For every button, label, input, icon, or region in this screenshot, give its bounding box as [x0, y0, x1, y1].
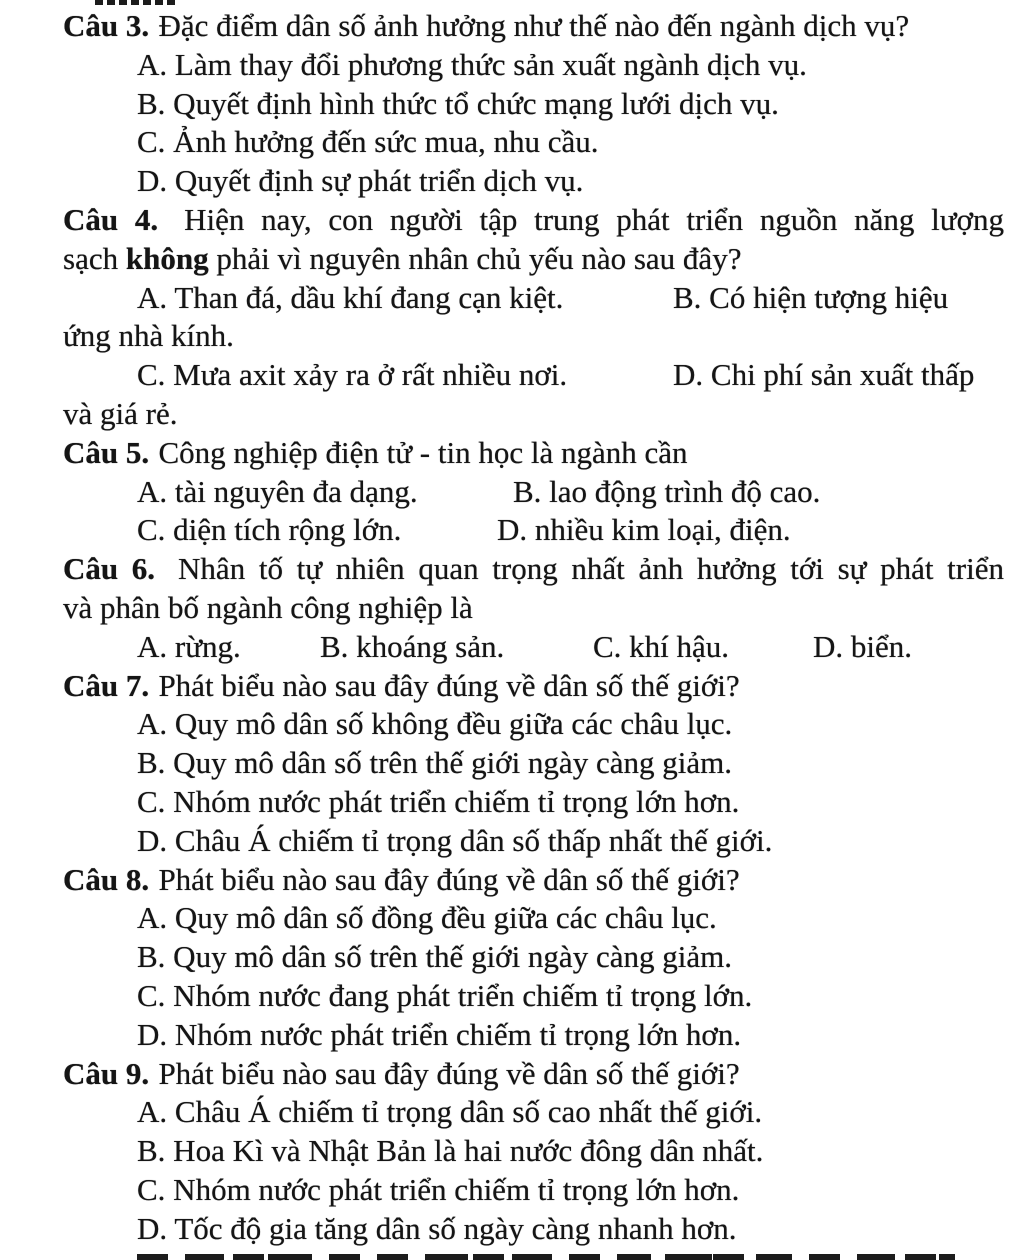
- question-5-text: Công nghiệp điện tử - tin học là ngành cần: [158, 434, 688, 470]
- question-4-options-cd: [137, 356, 1004, 395]
- question-8: [63, 861, 1004, 1055]
- question-3-option-c: C. Ảnh hưởng đến sức mua, nhu cầu.: [137, 124, 599, 160]
- question-4-heading-line2: [63, 240, 1004, 279]
- question-7-option-d: D. Châu Á chiếm tỉ trọng dân số thấp nhất thế giới.: [137, 822, 773, 858]
- question-7-option-b: B. Quy mô dân số trên thế giới ngày càng giảm.: [137, 745, 732, 781]
- question-7-number: Câu 7.: [63, 667, 150, 703]
- question-4-heading-line1: [63, 201, 1004, 240]
- question-4-option-b-continuation: ứng nhà kính.: [63, 318, 234, 354]
- question-4-bold-word: không: [125, 240, 209, 276]
- question-6-option-b: B. khoáng sản.: [320, 628, 505, 664]
- question-4-text-pre: sạch: [63, 240, 126, 276]
- question-6-number: Câu 6.: [63, 551, 156, 587]
- question-7-heading: [63, 667, 1004, 706]
- question-3: [63, 7, 1004, 201]
- question-6-text-line1: Nhân tố tự nhiên quan trọng nhất ảnh hưởng tới sự phát triển: [178, 551, 1004, 587]
- question-5-option-b: B. lao động trình độ cao.: [513, 473, 821, 509]
- question-8-option-d: D. Nhóm nước phát triển chiếm tỉ trọng lớn hơn.: [137, 1016, 742, 1052]
- question-5-option-a: A. tài nguyên đa dạng.: [137, 473, 418, 509]
- question-8-option-b: B. Quy mô dân số trên thế giới ngày càng giảm.: [137, 939, 732, 975]
- question-8-option-a: A. Quy mô dân số đồng đều giữa các châu lục.: [137, 900, 717, 936]
- question-3-option-d: D. Quyết định sự phát triển dịch vụ.: [137, 163, 584, 199]
- question-6-option-a: A. rừng.: [137, 628, 241, 664]
- question-9-option-d: D. Tốc độ gia tăng dân số ngày càng nhanh hơn.: [137, 1210, 737, 1246]
- question-6-option-d: D. biển.: [813, 628, 913, 664]
- question-5-number: Câu 5.: [63, 434, 150, 470]
- top-cut-text-fragment: [95, 0, 175, 5]
- question-8-number: Câu 8.: [63, 861, 150, 897]
- question-7-option-c: C. Nhóm nước phát triển chiếm tỉ trọng lớn hơn.: [137, 783, 740, 819]
- question-8-option-c: C. Nhóm nước đang phát triển chiếm tỉ trọng lớn.: [137, 977, 753, 1013]
- question-6-heading-line1: [63, 550, 1004, 589]
- question-9-heading: [63, 1055, 1004, 1094]
- question-6-option-c: C. khí hậu.: [593, 628, 730, 664]
- question-4-text-post: phải vì nguyên nhân chủ yếu nào sau đây?: [208, 240, 742, 276]
- question-9-option-b: B. Hoa Kì và Nhật Bản là hai nước đông dân nhất.: [137, 1133, 764, 1169]
- question-6-options-row: [137, 628, 1004, 667]
- question-5-options-ab: [137, 473, 1004, 512]
- question-4-text-line1: Hiện nay, con người tập trung phát triển nguồn năng lượng: [184, 201, 1004, 237]
- question-7-text: Phát biểu nào sau đây đúng về dân số thế giới?: [158, 667, 740, 703]
- question-4-option-c: C. Mưa axit xảy ra ở rất nhiều nơi.: [137, 357, 568, 393]
- question-6-heading-line2: và phân bố ngành công nghiệp là: [63, 589, 473, 625]
- question-3-option-b: B. Quyết định hình thức tổ chức mạng lưới dịch vụ.: [137, 85, 779, 121]
- question-9-option-c: C. Nhóm nước phát triển chiếm tỉ trọng lớn hơn.: [137, 1171, 740, 1207]
- question-7: [63, 667, 1004, 861]
- question-5-option-c: C. diện tích rộng lớn.: [137, 512, 402, 548]
- question-4-option-b: B. Có hiện tượng hiệu: [673, 279, 949, 315]
- question-4-options-ab: [137, 279, 1004, 318]
- question-5-heading: [63, 434, 1004, 473]
- question-4-number: Câu 4.: [63, 201, 159, 237]
- question-4-option-a: A. Than đá, dầu khí đang cạn kiệt.: [137, 279, 564, 315]
- question-7-option-a: A. Quy mô dân số không đều giữa các châu lục.: [137, 706, 733, 742]
- question-8-text: Phát biểu nào sau đây đúng về dân số thế giới?: [158, 861, 740, 897]
- question-3-text: Đặc điểm dân số ảnh hưởng như thế nào đến ngành dịch vụ?: [158, 8, 910, 43]
- question-9: [63, 1055, 1004, 1249]
- question-3-heading: [63, 7, 1004, 46]
- question-5: [63, 434, 1004, 550]
- question-3-option-a: A. Làm thay đổi phương thức sản xuất ngành dịch vụ.: [137, 46, 807, 82]
- question-4-option-d: D. Chi phí sản xuất thấp: [673, 357, 975, 393]
- question-5-option-d: D. nhiều kim loại, điện.: [497, 512, 791, 548]
- question-4-option-d-continuation: và giá rẻ.: [63, 395, 178, 431]
- question-9-option-a: A. Châu Á chiếm tỉ trọng dân số cao nhất thế giới.: [137, 1094, 763, 1130]
- question-8-heading: [63, 861, 1004, 900]
- bottom-cut-text-fragment: [137, 1254, 955, 1260]
- question-9-text: Phát biểu nào sau đây đúng về dân số thế giới?: [158, 1055, 740, 1091]
- question-9-number: Câu 9.: [63, 1055, 150, 1091]
- question-3-number: Câu 3.: [63, 8, 150, 43]
- question-6: [63, 550, 1004, 666]
- question-4: [63, 201, 1004, 434]
- question-5-options-cd: [137, 511, 1004, 550]
